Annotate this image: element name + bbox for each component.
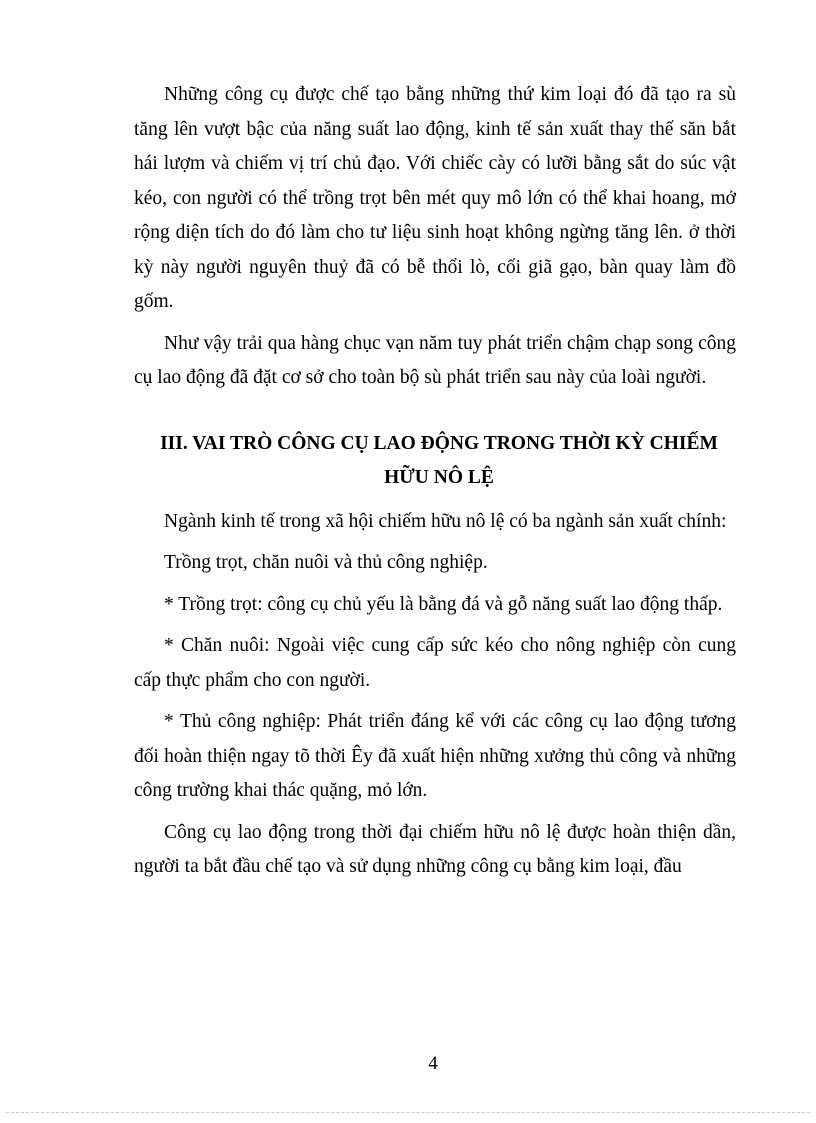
page-number: 4 <box>428 1053 438 1074</box>
paragraph-tools-improvement: Công cụ lao động trong thời đại chiếm hữu nô lệ được hoàn thiện dần, người ta bắt đầu chế tạo và sử dụng những công cụ bằng kim loại, đầu <box>134 821 736 877</box>
section-heading <box>134 427 736 495</box>
page-bottom-rule <box>6 1112 810 1113</box>
paragraph-livestock: * Chăn nuôi: Ngoài việc cung cấp sức kéo cho nông nghiệp còn cung cấp thực phẩm cho con người. <box>134 635 736 691</box>
paragraph-handicraft: * Thủ công nghiệp: Phát triển đáng kể với các công cụ lao động tương đối hoàn thiện ngay tõ thời Êy đã xuất hiện những xưởng thủ công và những công trường khai thác quặng, mỏ lớn. <box>134 711 736 801</box>
section-heading-line-2: HỮU NÔ LỆ <box>384 466 494 488</box>
paragraph-metal-tools: Những công cụ được chế tạo bằng những thứ kim loại đó đã tạo ra sù tăng lên vượt bậc của năng suất lao động, kinh tế sản xuất thay thế săn bắt hái lượm và chiếm vị trí chủ đạo. Với chiếc cày có lưỡi bằng sắt do súc vật kéo, con người có thể trồng trọt bên mét quy mô lớn có thể khai hoang, mở rộng diện tích do đó làm cho tư liệu sinh hoạt không ngừng tăng lên. ở thời kỳ này người nguyên thuỷ đã có bễ thổi lò, cối giã gạo, bàn quay làm đồ gốm. <box>134 84 736 312</box>
paragraph-agriculture: * Trồng trọt: công cụ chủ yếu là bằng đá và gỗ năng suất lao động thấp. <box>164 593 723 615</box>
paragraph-sector-list: Trồng trọt, chăn nuôi và thủ công nghiệp. <box>164 552 488 573</box>
body-text <box>134 78 736 885</box>
paragraph-primitive-summary: Như vậy trải qua hàng chục vạn năm tuy phát triển chậm chạp song công cụ lao động đã đặt cơ sở cho toàn bộ sù phát triển sau này của loài người. <box>134 332 736 388</box>
section-heading-line-1: III. VAI TRÒ CÔNG CỤ LAO ĐỘNG TRONG THỜI KỲ CHIẾM <box>160 432 718 454</box>
paragraph-economic-sectors: Ngành kinh tế trong xã hội chiếm hữu nô lệ có ba ngành sản xuất chính: <box>164 510 727 532</box>
